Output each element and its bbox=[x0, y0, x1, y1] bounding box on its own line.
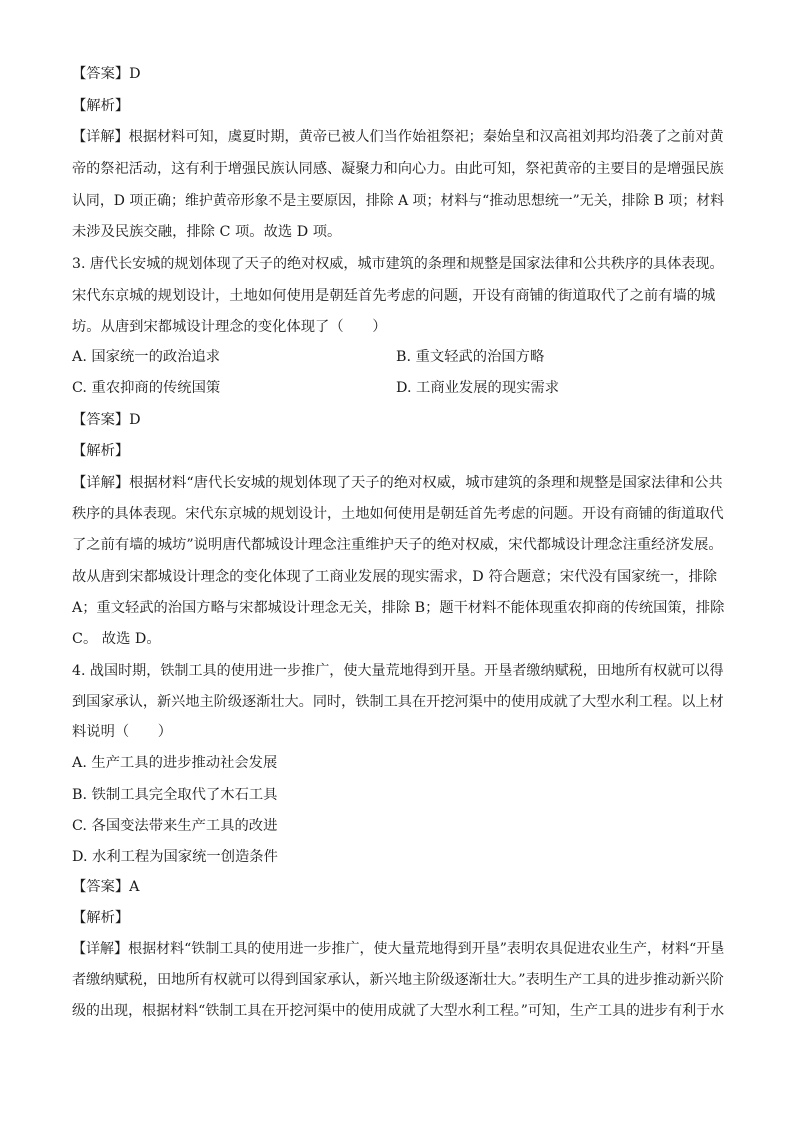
q3-options-row-1 bbox=[72, 347, 724, 367]
q4-stem-line-1: 4. 战国时期，铁制工具的使用进一步推广，使大量荒地得到开垦。开垦者缴纳赋税，田地所有权就可以得 bbox=[72, 663, 724, 679]
q3-stem-line-3: 坊。从唐到宋都城设计理念的变化体现了（ ） bbox=[72, 319, 387, 335]
q4-option-b: B. 铁制工具完全取代了木石工具 bbox=[72, 787, 278, 803]
q4-detail-line-2: 者缴纳赋税，田地所有权就可以得到国家承认，新兴地主阶级逐渐壮大。”表明生产工具的进步推动新兴阶 bbox=[72, 972, 724, 988]
q2-detail-line-3: 认同，D 项正确；维护黄帝形象不是主要原因，排除 A 项；材料与“推动思想统一”无关，排除 B 项；材料 bbox=[72, 193, 725, 209]
q3-option-b: B. 重文轻武的治国方略 bbox=[396, 349, 545, 365]
q4-stem-line-3: 料说明（ ） bbox=[72, 724, 173, 740]
q4-option-a: A. 生产工具的进步推动社会发展 bbox=[72, 755, 278, 771]
q3-stem-line-2: 宋代东京城的规划设计，土地如何使用是朝廷首先考虑的问题，开设有商铺的街道取代了之前有墙的城 bbox=[72, 288, 716, 304]
q3-detail-line-6: C。 故选 D。 bbox=[72, 631, 161, 647]
q4-option-c: C. 各国变法带来生产工具的改进 bbox=[72, 818, 278, 834]
q3-analysis-label: 【解析】 bbox=[72, 443, 130, 459]
q3-detail-line-2: 秩序的具体表现。宋代东京城的规划设计，土地如何使用是朝廷首先考虑的问题。开设有商铺的街道取代 bbox=[72, 506, 724, 522]
q4-analysis-label: 【解析】 bbox=[72, 910, 130, 926]
q3-detail-line-4: 故从唐到宋都城设计理念的变化体现了工商业发展的现实需求，D 符合题意；宋代没有国家统一，排除 bbox=[72, 569, 718, 585]
q3-stem-line-1: 3. 唐代长安城的规划体现了天子的绝对权威，城市建筑的条理和规整是国家法律和公共秩序的具体表现。 bbox=[72, 256, 724, 272]
q2-detail-line-2: 帝的祭祀活动，这有利于增强民族认同感、凝聚力和向心力。由此可知，祭祀黄帝的主要目的是增强民族 bbox=[72, 161, 724, 177]
q4-detail-line-1: 【详解】根据材料“铁制工具的使用进一步推广，使大量荒地得到开垦”表明农具促进农业生产，材料“开垦 bbox=[72, 941, 725, 957]
q4-option-d: D. 水利工程为国家统一创造条件 bbox=[72, 849, 278, 865]
q4-stem-line-2: 到国家承认，新兴地主阶级逐渐壮大。同时，铁制工具在开挖河渠中的使用成就了大型水利工程。以上材 bbox=[72, 694, 724, 710]
q3-detail-line-1: 【详解】根据材料“唐代长安城的规划体现了天子的绝对权威，城市建筑的条理和规整是国家法律和公共 bbox=[72, 475, 723, 491]
q3-option-c: C. 重农抑商的传统国策 bbox=[72, 380, 221, 396]
q3-option-d: D. 工商业发展的现实需求 bbox=[396, 380, 560, 396]
q3-detail-line-5: A；重文轻武的治国方略与宋都城设计理念无关，排除 B；题干材料不能体现重农抑商的传统国策，排除 bbox=[72, 600, 725, 616]
q2-detail-line-4: 未涉及民族交融，排除 C 项。故选 D 项。 bbox=[72, 224, 342, 240]
q3-detail-line-3: 了之前有墙的城坊”说明唐代都城设计理念注重维护天子的绝对权威，宋代都城设计理念注重经济发展。 bbox=[72, 537, 723, 553]
q2-answer: 【答案】D bbox=[72, 66, 141, 82]
q3-answer: 【答案】D bbox=[72, 412, 141, 428]
q4-answer: 【答案】A bbox=[72, 879, 140, 895]
q4-detail-line-3: 级的出现，根据材料“铁制工具在开挖河渠中的使用成就了大型水利工程。”可知，生产工具的进步有利于水 bbox=[72, 1003, 725, 1019]
q2-analysis-label: 【解析】 bbox=[72, 98, 130, 114]
q3-options-row-2 bbox=[72, 378, 724, 398]
q3-option-a: A. 国家统一的政治追求 bbox=[72, 349, 221, 365]
q2-detail-line-1: 【详解】根据材料可知，虞夏时期，黄帝已被人们当作始祖祭祀；秦始皇和汉高祖刘邦均沿袭了之前对黄 bbox=[72, 129, 724, 145]
